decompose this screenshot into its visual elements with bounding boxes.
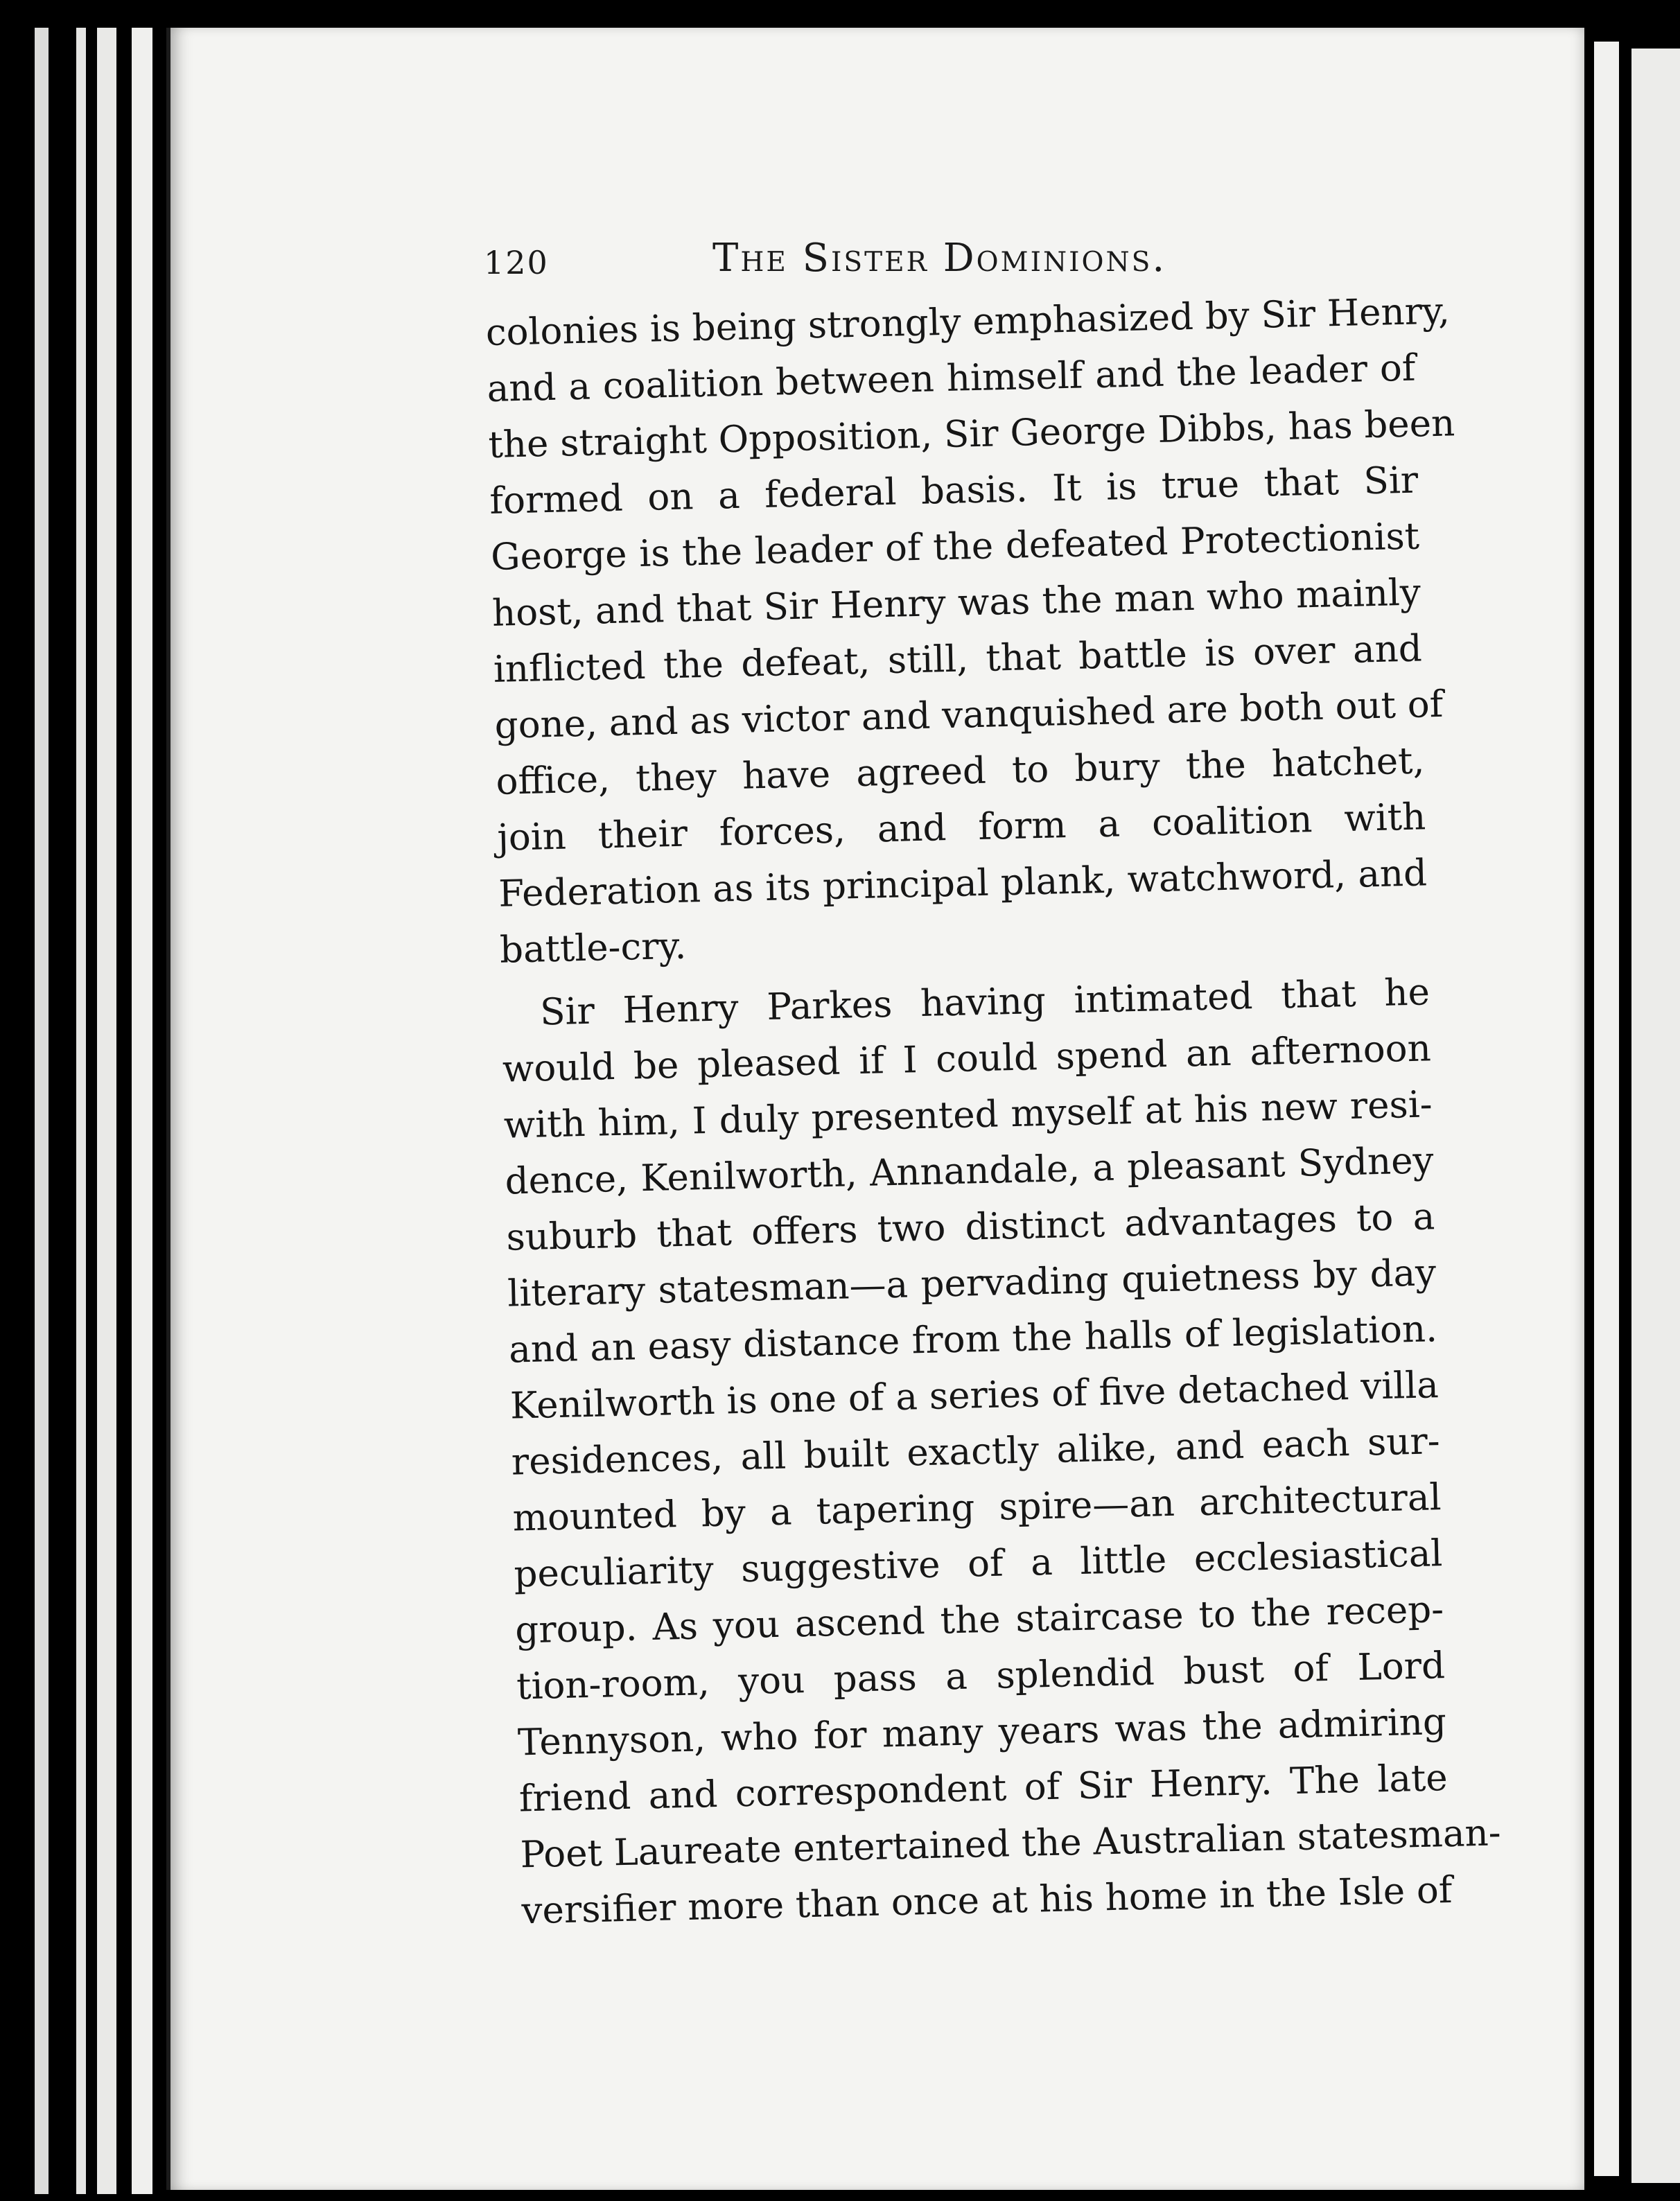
page-edge (35, 28, 49, 2194)
text-line: Federation as its principal plank, watchword, and (498, 852, 1428, 915)
text-line: colonies is being strongly emphasized by Sir Henry, (485, 290, 1451, 354)
text-line: host, and that Sir Henry was the man who mainly (491, 571, 1421, 635)
page-header (484, 229, 1454, 291)
text-line: Poet Laureate entertained the Australian statesman- (520, 1812, 1502, 1877)
page-edge (76, 28, 86, 2194)
text-line: peculiarity suggestive of a little ecclesiastical (513, 1532, 1443, 1596)
text-line: literary statesman—a pervading quietness by day (507, 1252, 1437, 1315)
page-number: 120 (484, 244, 549, 281)
text-line: inflicted the defeat, still, that battle is over and (493, 627, 1423, 691)
text-line: Tennyson, who for many years was the admiring (517, 1701, 1447, 1764)
text-line: friend and correspondent of Sir Henry. The late (518, 1757, 1449, 1821)
page-edge (97, 28, 116, 2194)
text-line: suburb that offers two distinct advantages to a (505, 1195, 1435, 1259)
page-edge-right (1594, 42, 1619, 2176)
running-title: The Sister Dominions. (712, 236, 1167, 281)
text-line: gone, and as victor and vanquished are both out of (494, 683, 1444, 747)
text-line: join their forces, and form a coalition with (496, 796, 1426, 859)
text-line: formed on a federal basis. It is true that Sir (489, 459, 1419, 523)
text-line: residences, all built exactly alike, and each sur- (511, 1420, 1441, 1484)
text-line: battle-cry. (499, 924, 687, 972)
page-edge (132, 28, 152, 2194)
text-line: versifier more than once at his home in the Isle of (520, 1868, 1453, 1933)
text-line: Kenilworth is one of a series of five detached villa (509, 1364, 1440, 1428)
text-line: group. As you ascend the staircase to the recep- (514, 1588, 1444, 1652)
text-line: with him, I duly presented myself at his new resi- (503, 1083, 1433, 1147)
text-line: George is the leader of the defeated Protectionist (490, 515, 1420, 579)
text-line: mounted by a tapering spire—an architectural (512, 1476, 1442, 1540)
text-line: and a coalition between himself and the leader of (487, 347, 1417, 410)
text-line: dence, Kenilworth, Annandale, a pleasant Sydney (505, 1139, 1435, 1203)
text-line: the straight Opposition, Sir George Dibbs, has been (487, 402, 1455, 466)
body-text (485, 284, 1502, 1940)
text-line: would be pleased if I could spend an afternoon (502, 1027, 1432, 1091)
text-line: and an easy distance from the halls of legislation. (508, 1308, 1438, 1371)
text-line: tion-room, you pass a splendid bust of Lord (516, 1645, 1446, 1708)
text-line: Sir Henry Parkes having intimated that he (539, 971, 1430, 1034)
page-edge-right (1631, 49, 1680, 2183)
text-line: office, they have agreed to bury the hatchet, (495, 739, 1425, 803)
